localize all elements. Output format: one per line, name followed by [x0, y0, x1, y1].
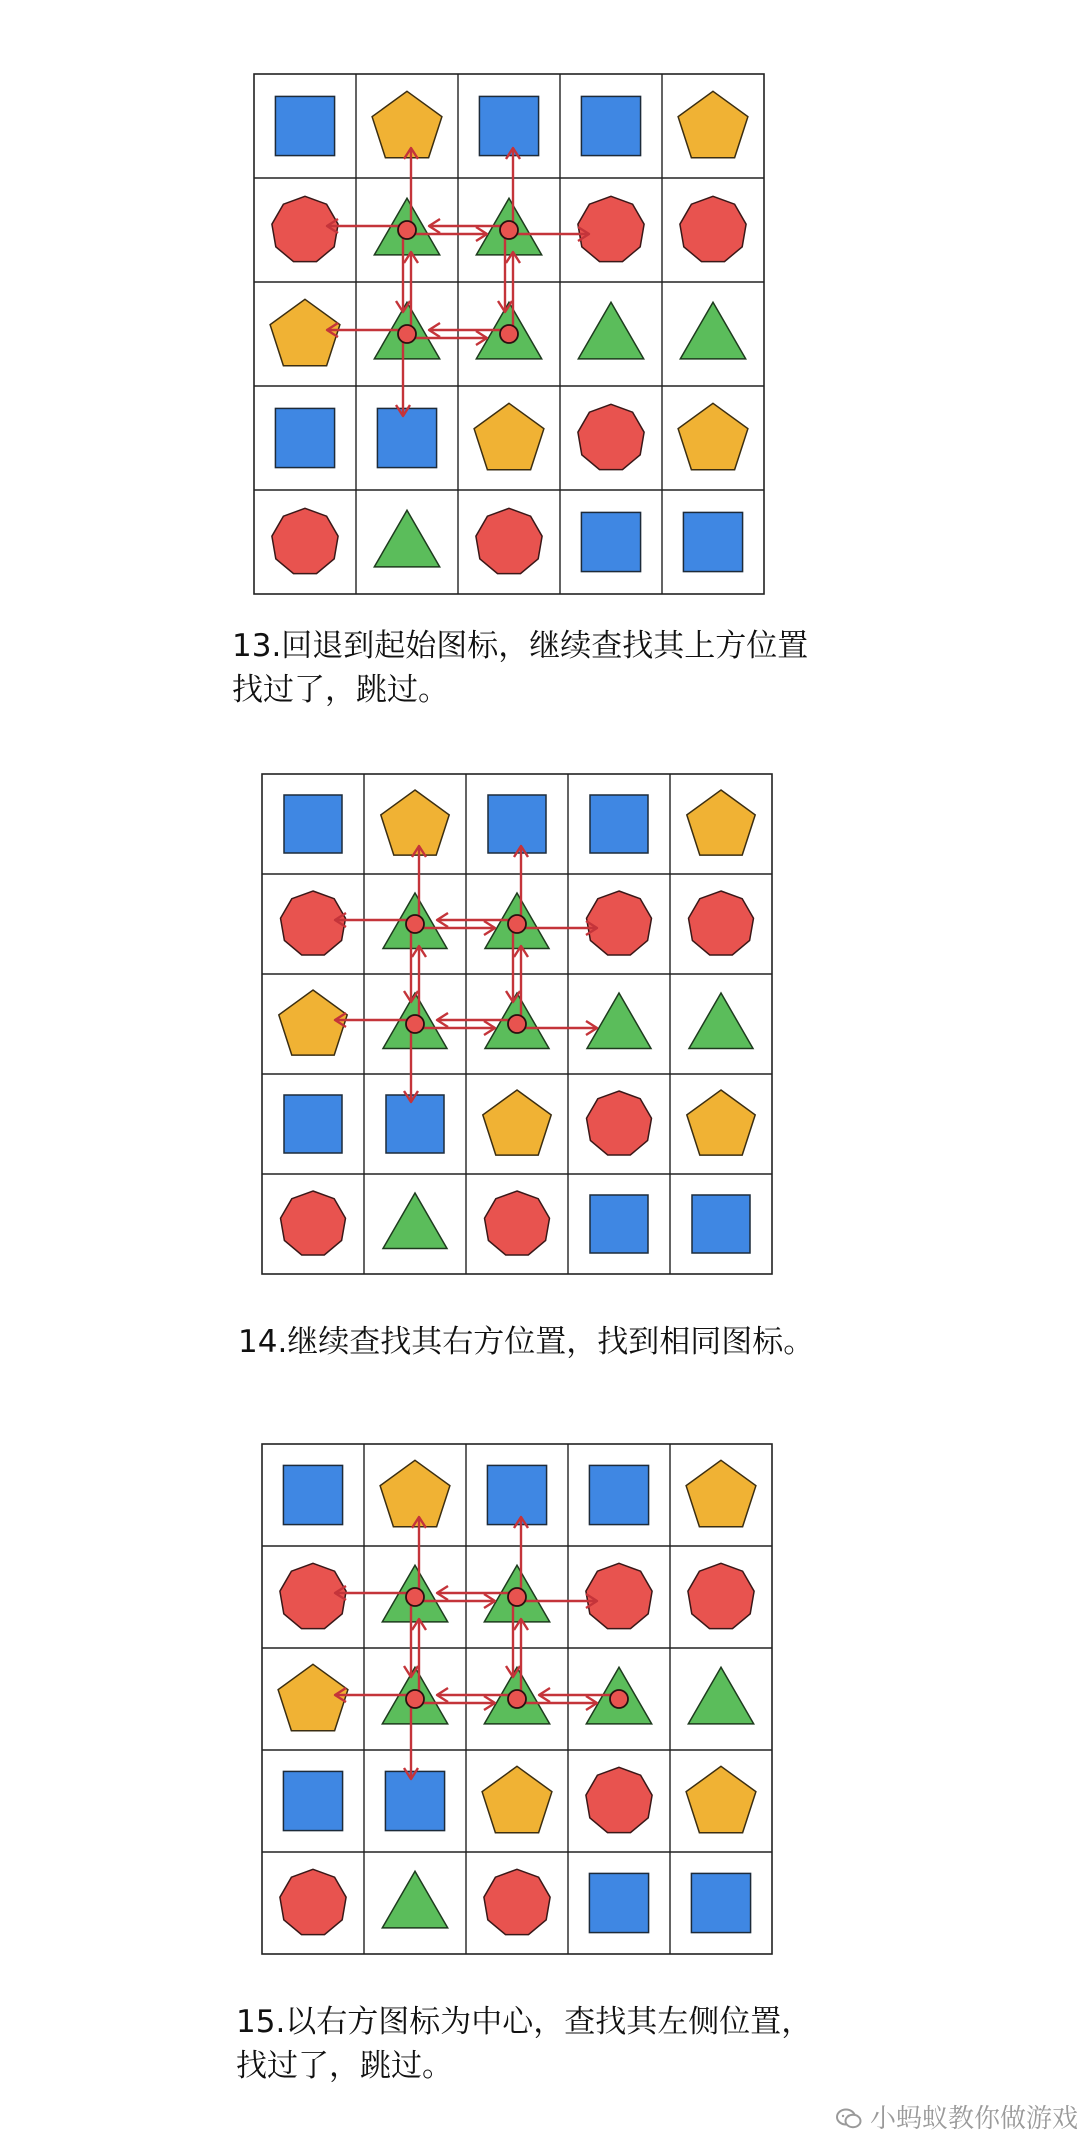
octagon-icon [586, 1563, 652, 1628]
step-15-caption [236, 2000, 1080, 2088]
step-15-caption-line-2: 找过了，跳过。 [236, 2048, 453, 2084]
octagon-icon [280, 1563, 346, 1628]
square-icon [691, 1873, 750, 1932]
step-15-caption-line-1: 15.以右方图标为中心，查找其左侧位置， [236, 2004, 813, 2040]
square-icon [589, 1465, 648, 1524]
octagon-icon [484, 1869, 550, 1934]
visited-marker [610, 1690, 628, 1708]
square-icon [283, 1771, 342, 1830]
step-13-caption-line-1: 13.回退到起始图标，继续查找其上方位置 [232, 628, 809, 664]
octagon-icon [280, 1869, 346, 1934]
visited-marker [508, 1588, 526, 1606]
visited-marker [508, 1690, 526, 1708]
square-icon [283, 1465, 342, 1524]
step-15-grid [258, 1440, 778, 1960]
square-icon [589, 1873, 648, 1932]
watermark-text: 小蚂蚁教你做游戏 [870, 2104, 1079, 2134]
square-icon [487, 1465, 546, 1524]
step-14-caption-line-1: 14.继续查找其右方位置，找到相同图标。 [238, 1324, 815, 1360]
watermark [836, 2098, 1078, 2137]
octagon-icon [586, 1767, 652, 1832]
visited-marker [406, 1690, 424, 1708]
square-icon [385, 1771, 444, 1830]
octagon-icon [688, 1563, 754, 1628]
step-13-caption-line-2: 找过了，跳过。 [232, 672, 449, 708]
visited-marker [406, 1588, 424, 1606]
wechat-icon [836, 2107, 862, 2137]
